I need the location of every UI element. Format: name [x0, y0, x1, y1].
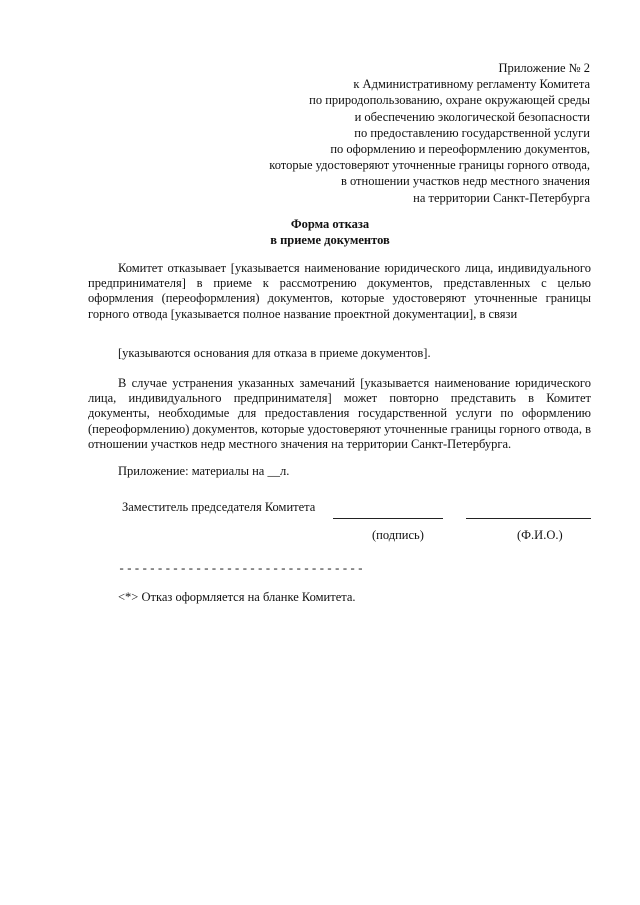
appendix-header-line: по оформлению и переоформлению документов,: [330, 142, 590, 157]
appendix-header-line: на территории Санкт-Петербурга: [413, 190, 590, 205]
refusal-grounds-paragraph: [указываются основания для отказа в приеме документов].: [118, 346, 431, 360]
resubmission-paragraph: В случае устранения указанных замечаний [указывается наименование юридического лица, индивидуального предпринимателя] может повторно представить в Комитет документы, необходимые для предоставления государственной услуги по оформлению (переоформлению) документов, которые удостоверяют уточненные границы горного отвода, в отношении участков недр местного значения на территории Санкт-Петербурга.: [88, 376, 591, 451]
appendix-number: Приложение № 2: [498, 61, 590, 75]
footnote-text: <*> Отказ оформляется на бланке Комитета.: [118, 590, 356, 604]
footnote-separator: --------------------------------: [118, 562, 365, 576]
signature-line: [333, 518, 443, 519]
form-title-line-2: в приеме документов: [270, 233, 390, 247]
appendix-header-line: которые удостоверяют уточненные границы горного отвода,: [269, 158, 590, 173]
attachment-note: Приложение: материалы на __л.: [118, 464, 290, 478]
appendix-header-line: по предоставлению государственной услуги: [354, 125, 590, 140]
form-title-line-1: Форма отказа: [290, 217, 370, 231]
form-title: [0, 216, 640, 248]
name-line: [466, 518, 591, 519]
signer-position: Заместитель председателя Комитета: [122, 500, 316, 514]
appendix-header-line: к Административному регламенту Комитета: [353, 77, 590, 92]
refusal-paragraph: Комитет отказывает [указывается наименование юридического лица, индивидуального предпринимателя] в приеме к рассмотрению документов, представленных с целью оформления (переоформления) документов, которые удостоверяют уточненные границы горного отвода [указывается полное название проектной документации], в связи: [88, 261, 591, 321]
name-caption: (Ф.И.О.): [517, 528, 563, 542]
appendix-header-line: и обеспечению экологической безопасности: [354, 109, 590, 124]
appendix-header: [210, 60, 590, 206]
signature-caption: (подпись): [372, 528, 424, 542]
appendix-header-line: в отношении участков недр местного значения: [340, 174, 590, 189]
appendix-header-line: по природопользованию, охране окружающей среды: [309, 93, 590, 108]
